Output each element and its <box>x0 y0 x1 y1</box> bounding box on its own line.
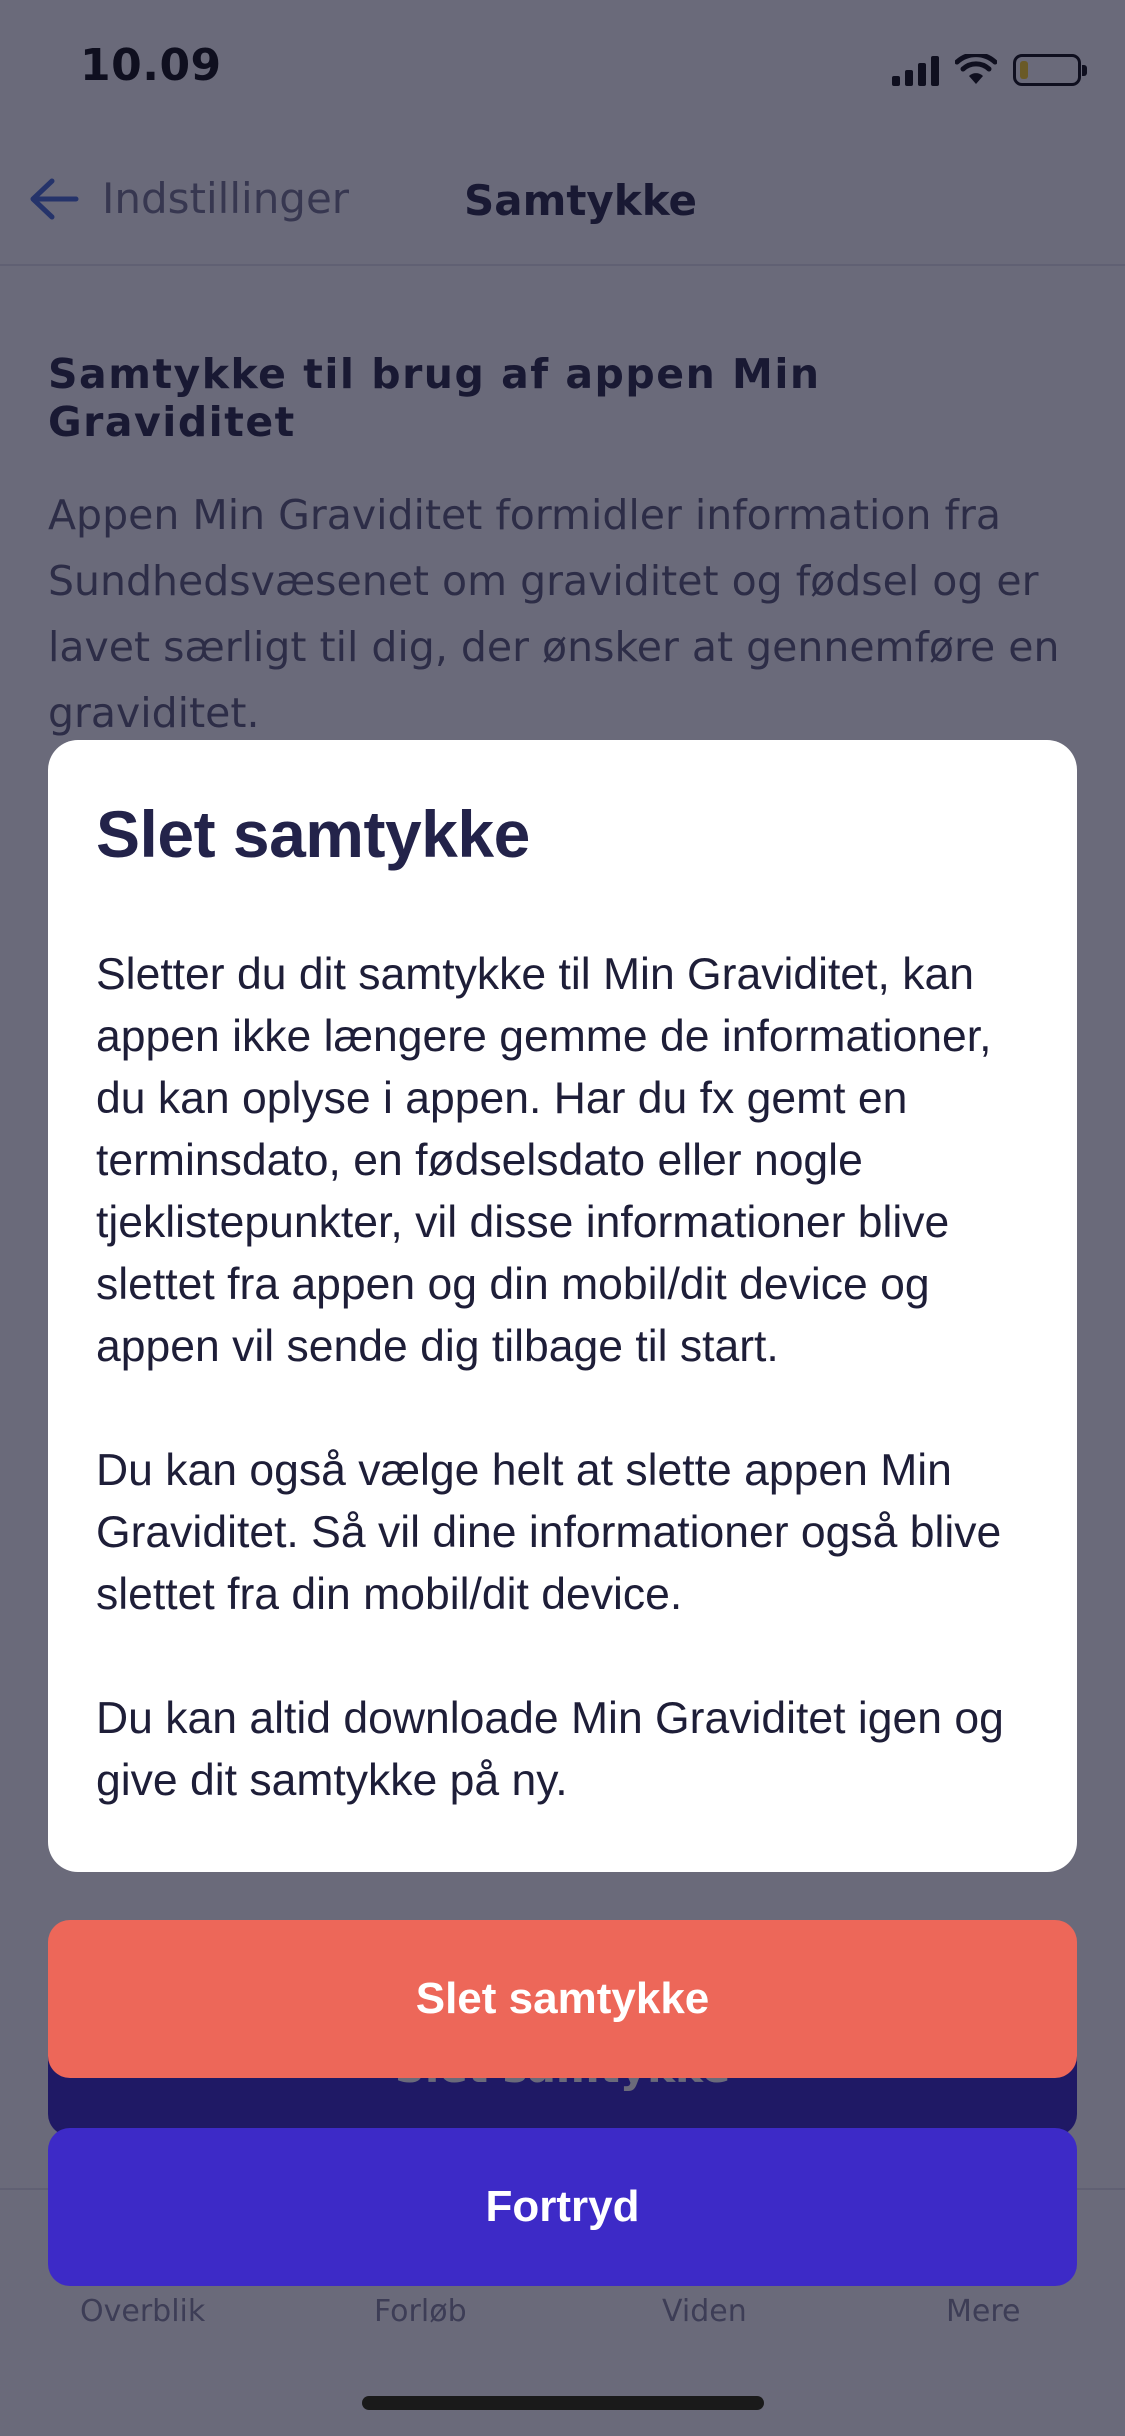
cancel-button[interactable]: Fortryd <box>48 2128 1077 2286</box>
home-indicator[interactable] <box>362 2396 764 2410</box>
delete-consent-dialog <box>48 740 1077 1872</box>
dialog-paragraph: Du kan altid downloade Min Graviditet igen og give dit samtykke på ny. <box>96 1694 1004 1805</box>
dialog-title: Slet samtykke <box>96 797 530 871</box>
dialog-body <box>96 944 1029 1812</box>
delete-consent-button[interactable]: Slet samtykke <box>48 1920 1077 2078</box>
dialog-paragraph: Du kan også vælge helt at slette appen Min Graviditet. Så vil dine informationer også blive slettet fra din mobil/dit device. <box>96 1446 1002 1619</box>
dialog-paragraph: Sletter du dit samtykke til Min Graviditet, kan appen ikke længere gemme de informationer, du kan oplyse i appen. Har du fx gemt en terminsdato, en fødselsdato eller nogle tjeklistepunkter, vil disse informationer blive slettet fra appen og din mobil/dit device og appen vil sende dig tilbage til start. <box>96 950 992 1371</box>
